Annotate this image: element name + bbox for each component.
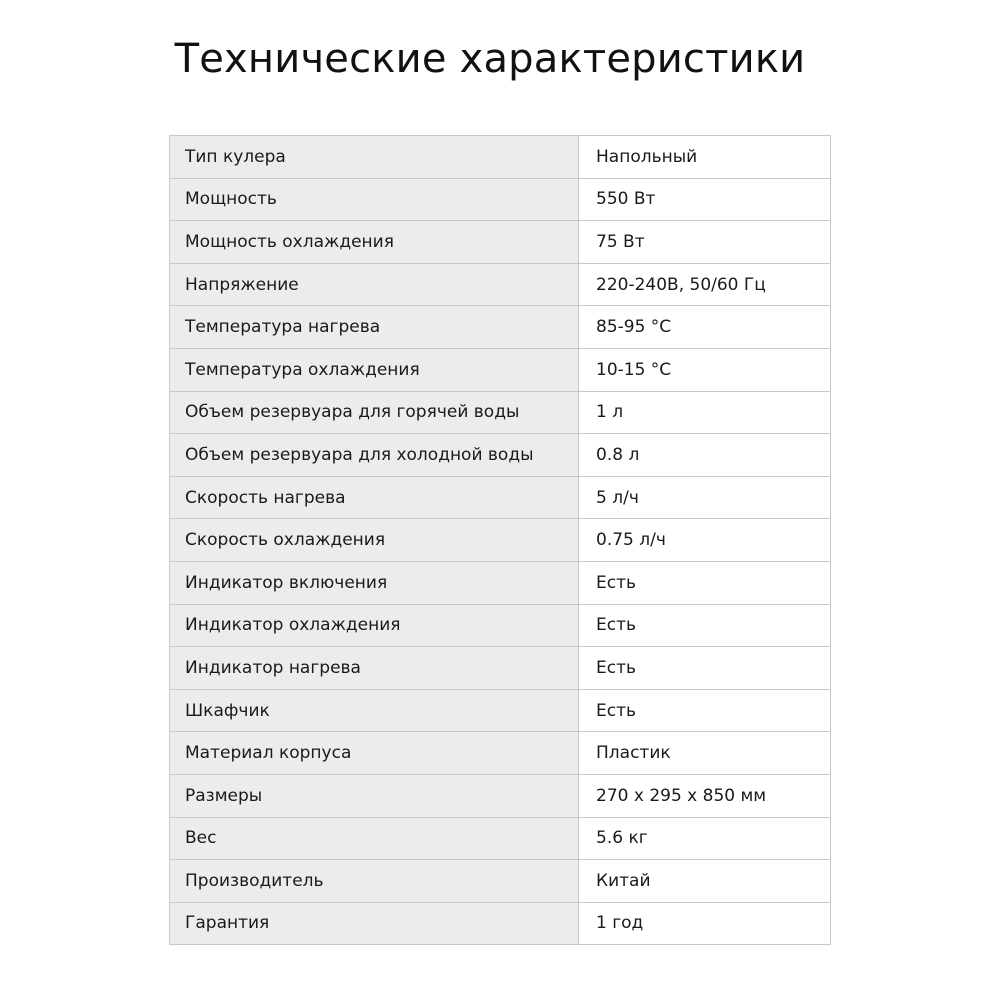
- spec-table-body: [170, 136, 831, 945]
- table-row: [170, 860, 831, 903]
- spec-label: Тип кулера: [170, 136, 579, 179]
- spec-value: 5 л/ч: [579, 476, 831, 519]
- table-row: [170, 689, 831, 732]
- table-row: [170, 647, 831, 690]
- table-row: [170, 476, 831, 519]
- spec-label: Объем резервуара для горячей воды: [170, 391, 579, 434]
- table-row: [170, 434, 831, 477]
- page-title: Технические характеристики: [174, 36, 806, 82]
- table-row: [170, 774, 831, 817]
- spec-value: Есть: [579, 689, 831, 732]
- spec-label: Производитель: [170, 860, 579, 903]
- spec-value: Напольный: [579, 136, 831, 179]
- table-row: [170, 519, 831, 562]
- table-row: [170, 348, 831, 391]
- spec-label: Температура охлаждения: [170, 348, 579, 391]
- table-row: [170, 561, 831, 604]
- spec-value: Есть: [579, 604, 831, 647]
- table-row: [170, 732, 831, 775]
- spec-label: Скорость нагрева: [170, 476, 579, 519]
- spec-value: Есть: [579, 647, 831, 690]
- spec-label: Скорость охлаждения: [170, 519, 579, 562]
- spec-label: Индикатор нагрева: [170, 647, 579, 690]
- spec-value: 220-240В, 50/60 Гц: [579, 263, 831, 306]
- spec-value: 0.75 л/ч: [579, 519, 831, 562]
- spec-value: Пластик: [579, 732, 831, 775]
- spec-label: Мощность: [170, 178, 579, 221]
- spec-value: 10-15 °С: [579, 348, 831, 391]
- table-row: [170, 391, 831, 434]
- spec-value: 85-95 °С: [579, 306, 831, 349]
- spec-label: Напряжение: [170, 263, 579, 306]
- spec-label: Материал корпуса: [170, 732, 579, 775]
- spec-label: Индикатор включения: [170, 561, 579, 604]
- spec-value: 0.8 л: [579, 434, 831, 477]
- table-row: [170, 221, 831, 264]
- spec-value: 270 х 295 х 850 мм: [579, 774, 831, 817]
- spec-value: 5.6 кг: [579, 817, 831, 860]
- spec-label: Индикатор охлаждения: [170, 604, 579, 647]
- table-row: [170, 263, 831, 306]
- spec-value: 550 Вт: [579, 178, 831, 221]
- spec-label: Гарантия: [170, 902, 579, 945]
- table-row: [170, 902, 831, 945]
- spec-label: Объем резервуара для холодной воды: [170, 434, 579, 477]
- spec-label: Мощность охлаждения: [170, 221, 579, 264]
- spec-value: 75 Вт: [579, 221, 831, 264]
- spec-label: Размеры: [170, 774, 579, 817]
- table-row: [170, 178, 831, 221]
- table-row: [170, 817, 831, 860]
- spec-value: 1 год: [579, 902, 831, 945]
- spec-label: Вес: [170, 817, 579, 860]
- spec-value: 1 л: [579, 391, 831, 434]
- spec-table: [169, 135, 831, 945]
- spec-label: Температура нагрева: [170, 306, 579, 349]
- spec-label: Шкафчик: [170, 689, 579, 732]
- spec-value: Есть: [579, 561, 831, 604]
- table-row: [170, 604, 831, 647]
- table-row: [170, 306, 831, 349]
- spec-value: Китай: [579, 860, 831, 903]
- table-row: [170, 136, 831, 179]
